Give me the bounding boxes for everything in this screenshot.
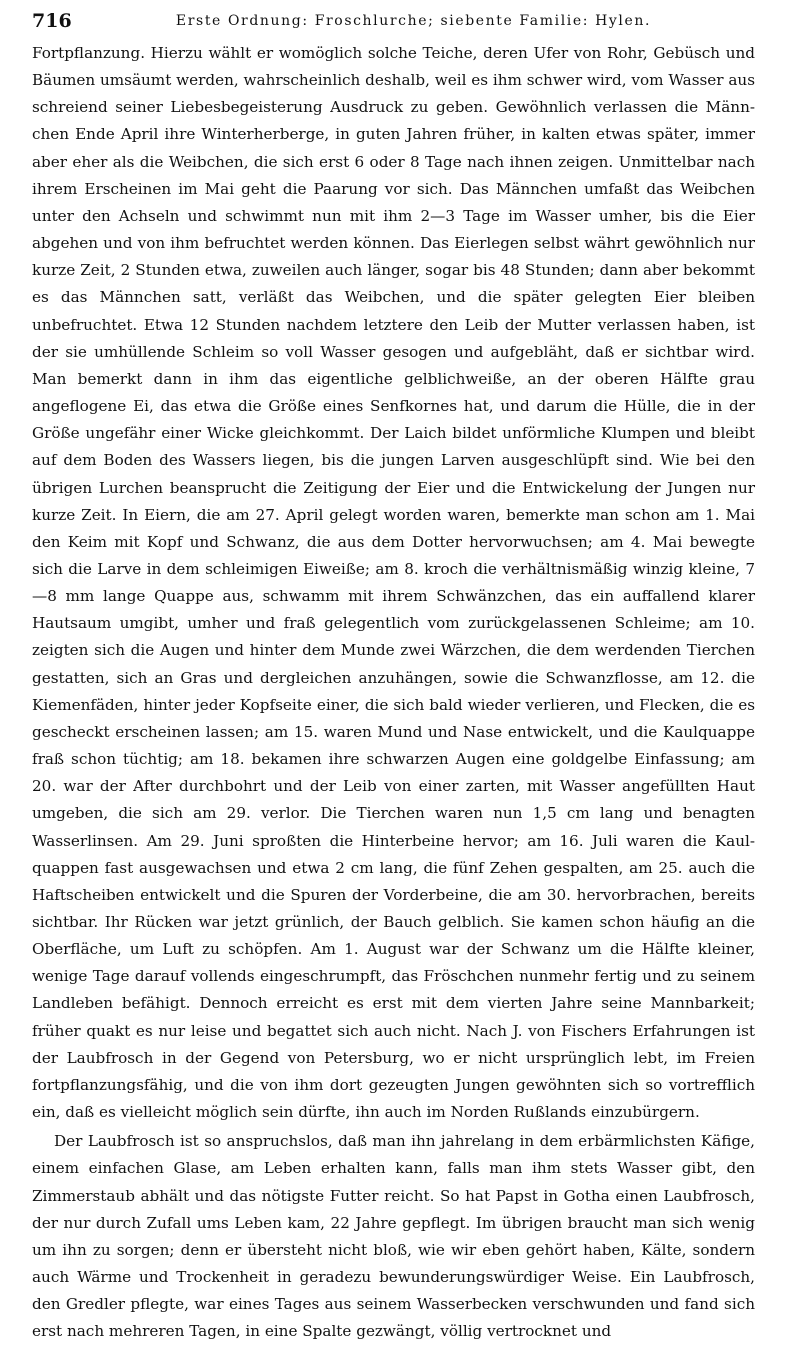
paragraph-laubfrosch-pflege: Der Laubfrosch ist so anspruchslos, daß man ihn jahrelang in dem erbärmlichsten Käfige, einem einfachen Glase, am Leben erhalten kann, falls man ihm stets Wasser gibt, den Zimmerstaub abhält und das nötigste Futter reicht. So hat Papst in Gotha einen Laubfrosch, der nur durch Zufall ums Leben kam, 22 Jahre gepflegt. Im übrigen braucht man sich wenig um ihn zu sorgen; denn er übersteht nicht bloß, wie wir eben gehört haben, Kälte, sondern auch Wärme und Trockenheit in geradezu bewunderungswürdiger Weise. Ein Laubfrosch, den Gredler pflegte, war eines Tages aus seinem Wasserbecken verschwunden und fand sich erst nach mehreren Tagen, in eine Spalte gezwängt, völlig vertrocknet und [32, 1132, 755, 1341]
page-number: 716 [32, 10, 72, 32]
body-text [32, 40, 755, 1346]
paragraph-fortpflanzung: Fortpflanzung. Hierzu wählt er womöglich solche Teiche, deren Ufer von Rohr, Gebüsch und Bäumen umsäumt werden, wahrscheinlich deshalb, weil es ihm schwer wird, vom Wasser aus schreiend seiner Liebesbegeisterung Ausdruck zu geben. Gewöhnlich verlassen die Männchen Ende April ihre Winterherberge, in guten Jahren früher, in kalten etwas später, immer aber eher als die Weibchen, die sich erst 6 oder 8 Tage nach ihnen zeigen. Unmittelbar nach ihrem Erscheinen im Mai geht die Paarung vor sich. Das Männchen umfaßt das Weibchen unter den Achseln und schwimmt nun mit ihm 2—3 Tage im Wasser umher, bis die Eier abgehen und von ihm befruchtet werden können. Das Eierlegen selbst währt gewöhnlich nur kurze Zeit, 2 Stunden etwa, zuweilen auch länger, sogar bis 48 Stunden; dann aber bekommt es das Männchen satt, verläßt das Weibchen, und die später gelegten Eier bleiben unbefruchtet. Etwa 12 Stunden nachdem letztere den Leib der Mutter verlassen haben, ist der sie umhüllende Schleim so voll Wasser gesogen und aufgebläht, daß er sichtbar wird. Man bemerkt dann in ihm das eigentliche gelblichweiße, an der oberen Hälfte grau angeflogene Ei, das etwa die Größe eines Senfkornes hat, und darum die Hülle, die in der Größe ungefähr einer Wicke gleichkommt. Der Laich bildet unförmliche Klumpen und bleibt auf dem Boden des Wassers liegen, bis die jungen Larven ausgeschlüpft sind. Wie bei den übrigen Lurchen beansprucht die Zeitigung der Eier und die Entwickelung der Jungen nur kurze Zeit. In Eiern, die am 27. April gelegt worden waren, bemerkte man schon am 1. Mai den Keim mit Kopf und Schwanz, die aus dem Dotter hervorwuchsen; am 4. Mai bewegte sich die Larve in dem schleimigen Eiweiße; am 8. kroch die verhältnismäßig winzig kleine, 7—8 mm lange Quappe aus, schwamm mit ihrem Schwänzchen, das ein auffallend klarer Hautsaum umgibt, umher und fraß gelegentlich vom zurückgelassenen Schleime; am 10. zeigten sich die Augen und hinter dem Munde zwei Wärzchen, die dem werdenden Tierchen gestatten, sich an Gras und dergleichen anzuhängen, sowie die Schwanzflosse, am 12. die Kiemenfäden, hinter jeder Kopfseite einer, die sich bald wieder verlieren, und Flecken, die es gescheckt erscheinen lassen; am 15. waren Mund und Nase entwickelt, und die Kaulquappe fraß schon tüchtig; am 18. bekamen ihre schwarzen Augen eine goldgelbe Einfassung; am 20. war der After durchbohrt und der Leib von einer zarten, mit Wasser angefüllten Haut umgeben, die sich am 29. verlor. Die Tierchen waren nun 1,5 cm lang und benagten Wasserlinsen. Am 29. Juni sproßten die Hinterbeine hervor; am 16. Juli waren die Kaulquappen fast ausgewachsen und etwa 2 cm lang, die fünf Zehen gespalten, am 25. auch die Haftscheiben entwickelt und die Spuren der Vorderbeine, die am 30. hervorbrachen, bereits sichtbar. Ihr Rücken war jetzt grünlich, der Bauch gelblich. Sie kamen schon häufig an die Oberfläche, um Luft zu schöpfen. Am 1. August war der Schwanz um die Hälfte kleiner, wenige Tage darauf vollends eingeschrumpft, das Fröschchen nunmehr fertig und zu seinem Landleben befähigt. Dennoch erreicht es erst mit dem vierten Jahre seine Mannbarkeit; früher quakt es nur leise und begattet sich auch nicht. Nach J. von Fischers Erfahrungen ist der Laubfrosch in der Gegend von Petersburg, wo er nicht ursprünglich lebt, im Freien fortpflanzungsfähig, und die von ihm dort gezeugten Jungen gewöhnten sich so vortrefflich ein, daß es vielleicht möglich sein dürfte, ihn auch im Norden Rußlands einzubürgern. [32, 44, 755, 1122]
header-title: Erste Ordnung: Froschlurche; siebente Familie: Hylen. [175, 13, 652, 29]
running-head [32, 6, 755, 36]
